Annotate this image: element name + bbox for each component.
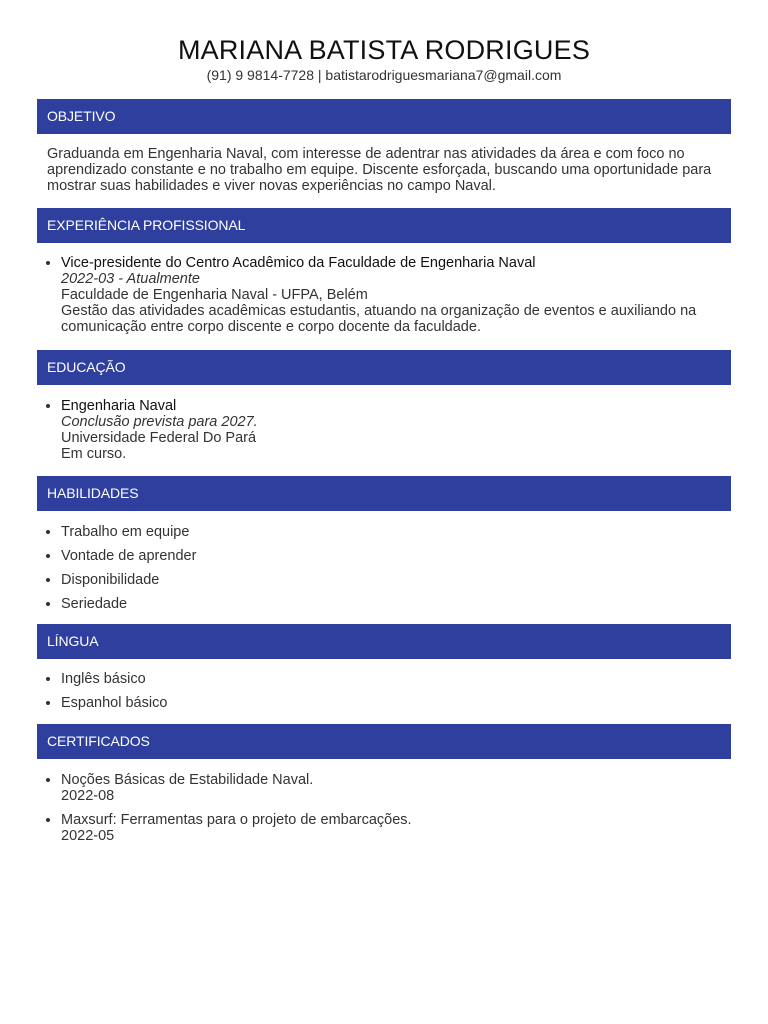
experience-role: • Vice-presidente do Centro Acadêmico da Faculdade de Engenharia Naval [61,255,536,271]
list-item: • Espanhol básico [61,695,751,711]
experience-description: Gestão das atividades acadêmicas estudantis, atuando na organização de eventos e auxiliando na comunicação entre corpo discente e corpo docente da faculdade. [61,303,697,335]
section-header-education: EDUCAÇÃO [37,350,731,385]
education-course: • Engenharia Naval [61,398,177,414]
list-item: • Disponibilidade [61,572,751,588]
languages-list [37,671,751,719]
certificate-name: • Maxsurf: Ferramentas para o projeto de embarcações. [61,812,412,828]
list-item: • Vontade de aprender [61,548,751,564]
section-header-languages: LÍNGUA [37,624,731,659]
education-item [61,398,751,462]
section-header-experience: EXPERIÊNCIA PROFISSIONAL [37,208,731,243]
certificate-name: • Noções Básicas de Estabilidade Naval. [61,772,314,788]
certificate-date: 2022-05 [61,828,115,844]
resume-header [0,0,768,84]
section-header-certificates: CERTIFICADOS [37,724,731,759]
section-header-skills: HABILIDADES [37,476,731,511]
objective-text: Graduanda em Engenharia Naval, com interesse de adentrar nas atividades da área e com foco no aprendizado constante e no trabalho em equipe. Discente esforçada, buscando uma oportunidade para mostrar suas habilidades e viver novas experiências no campo Naval. [47,146,712,194]
experience-item [61,255,751,335]
list-item: • Trabalho em equipe [61,524,751,540]
section-header-objective: OBJETIVO [37,99,731,134]
candidate-name: MARIANA BATISTA RODRIGUES [177,35,591,65]
education-list [37,398,751,462]
certificates-list [37,772,751,852]
list-item: • Seriedade [61,596,751,612]
skills-list [37,524,751,620]
certificate-date: 2022-08 [61,788,115,804]
experience-date: 2022-03 - Atualmente [61,271,200,287]
education-school: Universidade Federal Do Pará [61,430,257,446]
education-status: Em curso. [61,446,127,462]
certificate-item [61,812,751,844]
education-date: Conclusão prevista para 2027. [61,414,258,430]
experience-org: Faculdade de Engenharia Naval - UFPA, Belém [61,287,368,303]
contact-info: (91) 9 9814-7728 | batistarodriguesmariana7@gmail.com [206,67,562,83]
list-item: • Inglês básico [61,671,751,687]
experience-list [37,255,751,335]
certificate-item [61,772,751,804]
